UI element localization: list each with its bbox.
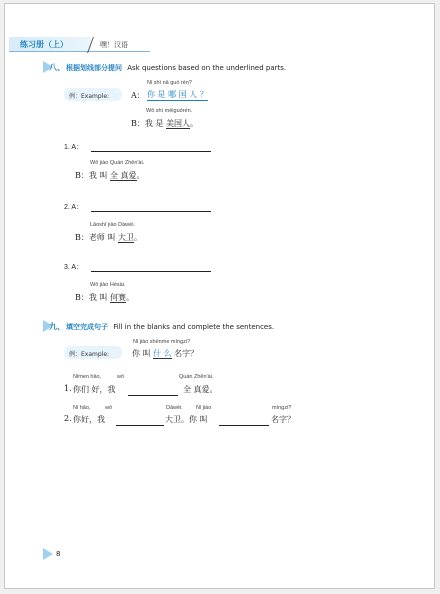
item-2-post: 。 [133, 233, 142, 242]
item-3-answer-line[interactable] [91, 271, 211, 272]
item-2-number: 2. A： [64, 204, 84, 211]
item-1-number: 1. A： [64, 144, 84, 151]
item-2-underlined: 大卫 [117, 233, 134, 242]
example-b-post: 。 [189, 119, 198, 128]
item-2-pre: 老师 叫 [88, 233, 118, 242]
fill-1-pinyin-1: Nǐmen hǎo, [73, 374, 102, 380]
fill-1-pinyin-2: wǒ [117, 374, 125, 380]
section-8-title [66, 63, 286, 73]
section-9-title-en: Fill in the blanks and complete the sentences. [113, 323, 275, 331]
header-divider [9, 51, 150, 52]
example-a-pinyin: Nǐ shì nǎ guó rén? [147, 80, 192, 86]
example-a-answer: 你 是 哪 国 人 ？ [147, 90, 208, 99]
section-9-number: 九、 [49, 322, 65, 331]
fill-2-pinyin-5: míngzi? [272, 405, 292, 411]
item-1-pre: 我 叫 [88, 171, 110, 180]
fill-2-text-2: 大卫。你 叫 [165, 415, 208, 424]
fill-1-number: 1. [64, 384, 72, 393]
item-2-b-label: B： [75, 233, 89, 242]
item-1-post: 。 [136, 171, 145, 180]
example-b-line [131, 118, 198, 129]
fill-1-blank[interactable] [128, 395, 178, 396]
example-9-line [132, 348, 198, 359]
example-9-post: 名字？ [171, 349, 199, 358]
item-3-number: 3. A： [64, 264, 84, 271]
page-number: 8 [56, 550, 61, 558]
item-3-pinyin: Wǒ jiào Hésài. [90, 282, 126, 288]
example-label: 例：Example: [69, 93, 110, 100]
example-9-pinyin: Nǐ jiào shénme míngzi? [133, 339, 191, 345]
section-8-title-cn: 根据划线部分提问 [66, 64, 122, 72]
workbook-title: 练习册（上） [20, 40, 68, 49]
fill-1-text-1: 你们 好，我 [73, 385, 116, 394]
example-b-label: B： [131, 119, 145, 128]
fill-2-text-1: 你好，我 [73, 415, 105, 424]
item-2-b-line [75, 232, 142, 243]
item-2-pinyin: Lǎoshī jiào Dàwèi. [90, 222, 135, 228]
example-9-pre: 你 叫 [132, 349, 154, 358]
item-3-post: 。 [125, 293, 134, 302]
page-marker-icon [43, 548, 53, 560]
section-9-title [66, 322, 274, 332]
fill-2-number: 2. [64, 414, 72, 423]
fill-2-blank-1[interactable] [116, 425, 164, 426]
example-b-pre: 我 是 [144, 119, 166, 128]
fill-1-text-2: 全 真爱。 [183, 385, 218, 394]
fill-2-pinyin-2: wǒ [105, 405, 113, 411]
example-a-label: A： [131, 91, 145, 100]
item-3-pre: 我 叫 [88, 293, 110, 302]
item-1-answer-line[interactable] [91, 151, 211, 152]
item-1-b-label: B： [75, 171, 89, 180]
item-3-underlined: 何赛 [109, 293, 126, 302]
example-9-answer: 什 么 [153, 349, 172, 358]
fill-2-pinyin-1: Nǐ hǎo, [73, 405, 91, 411]
example-b-pinyin: Wǒ shì měiguórén. [146, 108, 193, 114]
fill-1-pinyin-3: Quán Zhēn'ài. [179, 374, 214, 380]
fill-2-pinyin-4: Nǐ jiào [196, 405, 212, 411]
item-1-underlined: 全 真爱 [109, 171, 137, 180]
section-8-title-en: Ask questions based on the underlined parts. [127, 64, 287, 72]
section-9-title-cn: 填空完成句子 [66, 323, 108, 331]
item-3-b-label: B： [75, 293, 89, 302]
book-title: 嘿！汉语 [100, 41, 128, 49]
item-1-b-line [75, 170, 145, 181]
example-b-underlined: 美国人 [165, 119, 190, 128]
fill-2-pinyin-3: Dàwèi. [166, 405, 183, 411]
item-2-answer-line[interactable] [91, 211, 211, 212]
section-8-number: 八、 [49, 63, 65, 72]
item-1-pinyin: Wǒ jiào Quán Zhēn'ài. [90, 160, 145, 166]
fill-2-text-3: 名字？ [271, 415, 295, 424]
item-3-b-line [75, 292, 134, 303]
example-label: 例：Example: [69, 351, 110, 358]
fill-2-blank-2[interactable] [219, 425, 269, 426]
